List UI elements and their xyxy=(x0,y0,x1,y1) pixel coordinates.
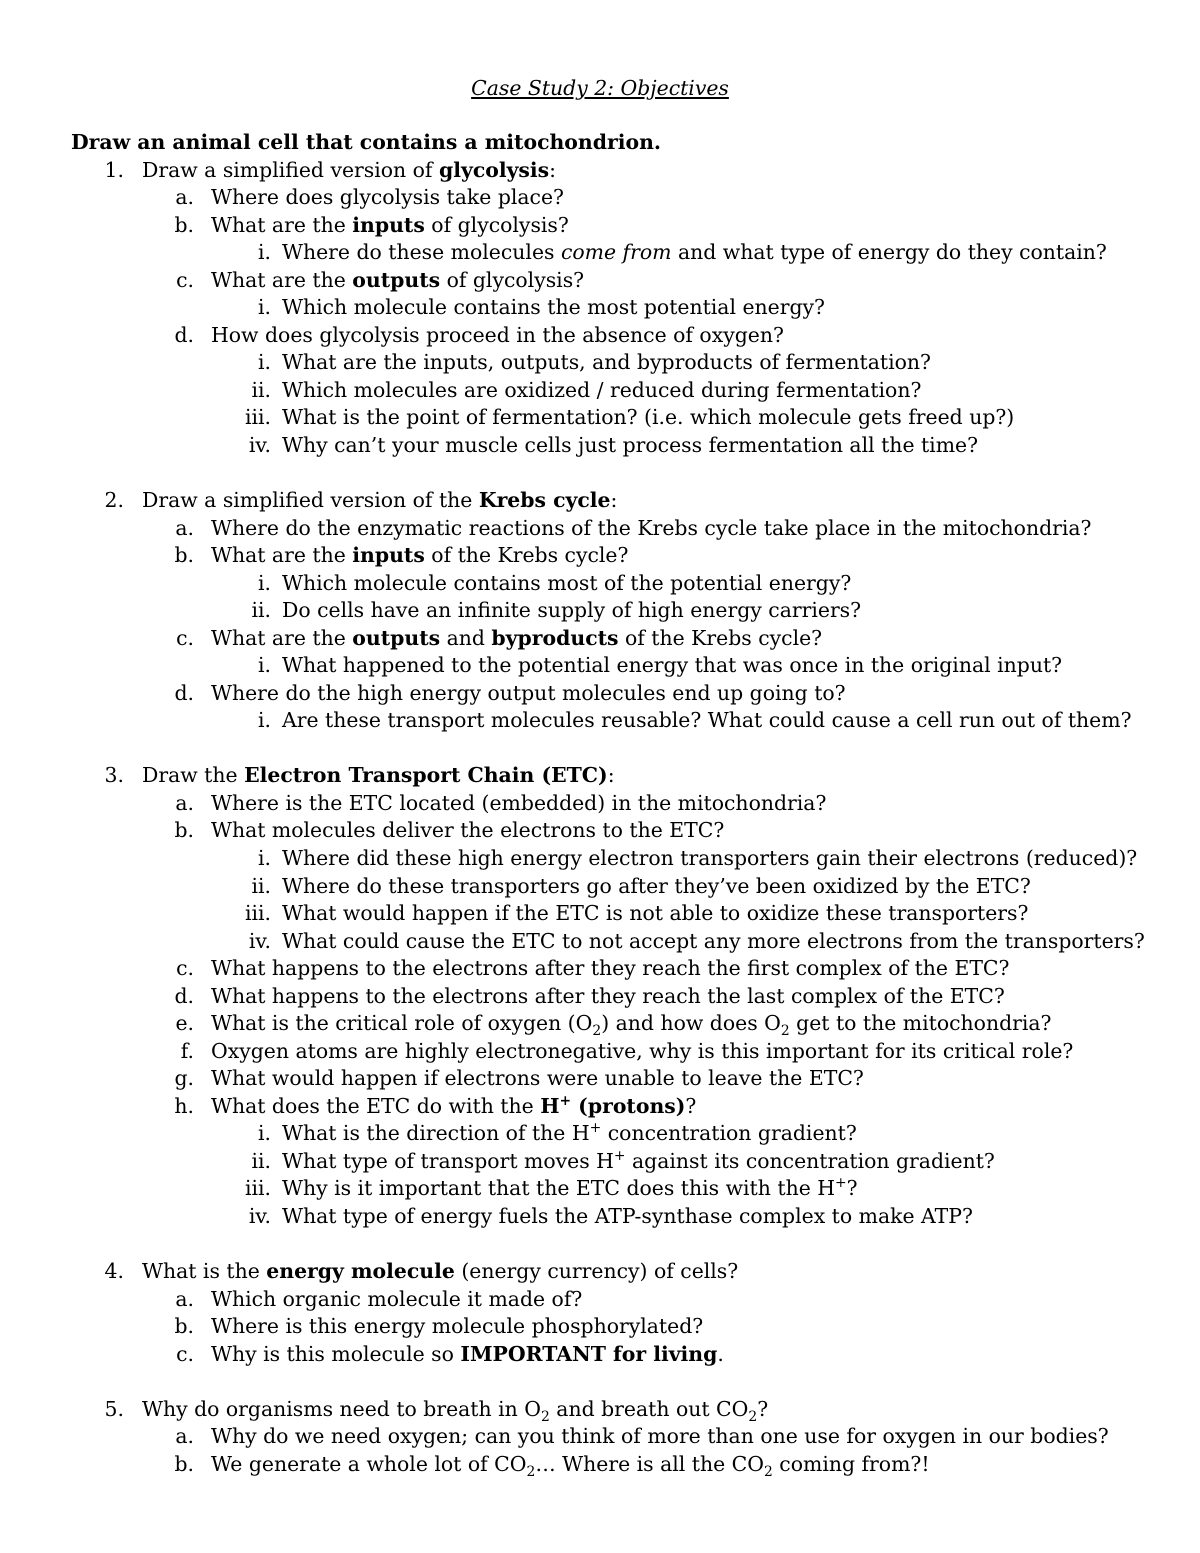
text-run: Where does glycolysis take place? xyxy=(211,185,564,209)
text-run: 2 xyxy=(780,1023,790,1040)
question-text xyxy=(282,293,825,321)
text-run: What molecules deliver the electrons to the ETC? xyxy=(211,818,725,842)
text-run: What could cause the ETC to not accept any more electrons from the transporters? xyxy=(282,929,1145,953)
text-run: Where did these high energy electron transporters gain their electrons (reduced)? xyxy=(282,846,1138,870)
text-run: coming from?! xyxy=(772,1452,930,1476)
text-run: What type of transport moves H xyxy=(282,1149,614,1173)
emphasis-term: inputs xyxy=(352,213,425,237)
list-marker: c. xyxy=(176,268,194,292)
text-run: Why do we need oxygen; can you think of more than one use for oxygen in our bodies? xyxy=(211,1424,1109,1448)
text-run: and what type of energy do they contain? xyxy=(671,240,1107,264)
text-run: How does glycolysis proceed in the absence of oxygen? xyxy=(211,323,784,347)
question-text xyxy=(282,431,978,459)
text-run: What is the critical role of oxygen (O xyxy=(211,1011,593,1035)
question-text xyxy=(142,486,617,514)
text-run: What would happen if the ETC is not able to oxidize these transporters? xyxy=(282,901,1029,925)
list-marker: i. xyxy=(257,350,271,374)
text-run: ) and how does O xyxy=(601,1011,781,1035)
question-text xyxy=(211,954,1009,982)
question-text xyxy=(282,651,1062,679)
text-run: : xyxy=(610,488,618,512)
text-run: What are the xyxy=(211,213,353,237)
text-run: What is the point of fermentation? (i.e. which molecule gets freed up?) xyxy=(282,405,1015,429)
text-run: What are the xyxy=(211,268,353,292)
list-marker: a. xyxy=(175,516,194,540)
list-marker: f. xyxy=(180,1039,194,1063)
question-text xyxy=(211,816,724,844)
list-marker: a. xyxy=(175,185,194,209)
question-text xyxy=(211,541,628,569)
list-marker: 4. xyxy=(104,1259,124,1283)
question-text xyxy=(142,761,615,789)
question-text xyxy=(282,1147,995,1175)
question-text xyxy=(211,679,846,707)
question-text xyxy=(282,238,1107,266)
text-run: and breath out CO xyxy=(549,1397,749,1421)
list-marker: iii. xyxy=(244,901,271,925)
text-run: 2 xyxy=(526,1464,536,1481)
question-text xyxy=(282,569,851,597)
text-run: + xyxy=(835,1175,847,1192)
list-marker: iii. xyxy=(244,1176,271,1200)
text-run: : xyxy=(607,763,615,787)
text-run: + xyxy=(589,1120,602,1137)
list-marker: 1. xyxy=(104,158,124,182)
text-run: Where do these molecules xyxy=(282,240,561,264)
question-text xyxy=(282,706,1132,734)
text-run: Are these transport molecules reusable? What could cause a cell run out of them? xyxy=(282,708,1132,732)
question-text xyxy=(211,321,784,349)
list-marker: b. xyxy=(174,213,194,237)
emphasis-term: + xyxy=(559,1093,572,1110)
question-text xyxy=(282,1202,973,1230)
text-run: Which molecule contains most of the potential energy? xyxy=(282,571,852,595)
text-run: : xyxy=(549,158,557,182)
question-text xyxy=(282,927,1145,955)
text-run: Draw a simplified version of the xyxy=(142,488,479,512)
question-text xyxy=(211,982,1005,1010)
text-run: Where is the ETC located (embedded) in the mitochondria? xyxy=(211,791,827,815)
text-run: What happened to the potential energy that was once in the original input? xyxy=(282,653,1063,677)
text-run: (energy currency) of cells? xyxy=(454,1259,739,1283)
question-text xyxy=(282,348,931,376)
text-run: … Where is all the CO xyxy=(535,1452,764,1476)
list-marker: d. xyxy=(174,984,194,1008)
list-marker: b. xyxy=(174,1314,194,1338)
text-run: of glycolysis? xyxy=(440,268,585,292)
list-marker: 3. xyxy=(104,763,124,787)
text-run: 2 xyxy=(748,1409,758,1426)
question-text xyxy=(142,1257,738,1285)
list-marker: i. xyxy=(257,708,271,732)
text-run: of glycolysis? xyxy=(424,213,569,237)
list-marker: c. xyxy=(176,1342,194,1366)
text-run: What is the direction of the H xyxy=(282,1121,590,1145)
text-run: ? xyxy=(757,1397,769,1421)
question-text xyxy=(282,376,921,404)
question-text xyxy=(211,211,569,239)
text-run: of the Krebs cycle? xyxy=(618,626,823,650)
text-run: Why can’t your muscle cells just process fermentation all the time? xyxy=(282,433,979,457)
text-run: Where do these transporters go after they’ve been oxidized by the ETC? xyxy=(282,874,1031,898)
text-run: What are the xyxy=(211,543,353,567)
text-run: 2 xyxy=(540,1409,550,1426)
text-run: Where is this energy molecule phosphorylated? xyxy=(211,1314,704,1338)
text-run: come from xyxy=(560,240,672,264)
list-marker: b. xyxy=(174,1452,194,1476)
text-run: concentration gradient? xyxy=(601,1121,857,1145)
text-run: Which molecule contains the most potential energy? xyxy=(282,295,825,319)
question-text xyxy=(282,872,1031,900)
text-run: What does the ETC do with the xyxy=(211,1094,541,1118)
list-marker: d. xyxy=(174,681,194,705)
question-text xyxy=(211,1009,1052,1040)
list-marker: 2. xyxy=(104,488,124,512)
list-marker: a. xyxy=(175,1424,194,1448)
question-text xyxy=(282,1119,857,1147)
text-run: 2 xyxy=(763,1464,773,1481)
list-marker: ii. xyxy=(251,874,271,898)
list-marker: d. xyxy=(174,323,194,347)
emphasis-term: Krebs cycle xyxy=(478,488,611,512)
list-marker: ii. xyxy=(251,598,271,622)
question-text xyxy=(142,156,556,184)
question-text xyxy=(211,1092,696,1120)
question-text xyxy=(211,1312,703,1340)
text-run: Do cells have an infinite supply of high energy carriers? xyxy=(282,598,862,622)
list-marker: a. xyxy=(175,791,194,815)
list-marker: i. xyxy=(257,295,271,319)
text-run: What are the inputs, outputs, and byproducts of fermentation? xyxy=(282,350,931,374)
list-marker: i. xyxy=(257,571,271,595)
question-text xyxy=(211,183,564,211)
emphasis-term: IMPORTANT for living xyxy=(460,1342,718,1366)
list-marker: i. xyxy=(257,1121,271,1145)
text-run: ? xyxy=(846,1176,858,1200)
text-run: We generate a whole lot of CO xyxy=(211,1452,527,1476)
list-marker: iii. xyxy=(244,405,271,429)
text-run: against its concentration gradient? xyxy=(625,1149,995,1173)
text-run: What are the xyxy=(211,626,353,650)
list-marker: iv. xyxy=(248,433,271,457)
list-marker: a. xyxy=(175,1287,194,1311)
text-run: Where do the high energy output molecules end up going to? xyxy=(211,681,846,705)
list-marker: iv. xyxy=(248,1204,271,1228)
emphasis-term: outputs xyxy=(352,268,441,292)
question-text xyxy=(211,1285,582,1313)
text-run: Which organic molecule it made of? xyxy=(211,1287,583,1311)
text-run: 2 xyxy=(592,1023,602,1040)
question-text xyxy=(282,1174,858,1202)
text-run: Draw a simplified version of xyxy=(142,158,439,182)
text-run: + xyxy=(613,1148,626,1165)
list-marker: i. xyxy=(257,653,271,677)
question-text xyxy=(211,1064,864,1092)
document-title: Case Study 2: Objectives xyxy=(471,76,729,100)
list-marker: i. xyxy=(257,240,271,264)
question-text xyxy=(211,1340,724,1368)
text-run: Which molecules are oxidized / reduced during fermentation? xyxy=(282,378,922,402)
text-run: and xyxy=(440,626,492,650)
intro-instruction: Draw an animal cell that contains a mitochondrion. xyxy=(71,130,662,154)
text-run: Why do organisms need to breath in O xyxy=(142,1397,541,1421)
list-marker: iv. xyxy=(248,929,271,953)
text-run: Why is this molecule so xyxy=(211,1342,461,1366)
question-text xyxy=(282,899,1028,927)
list-marker: ii. xyxy=(251,1149,271,1173)
emphasis-term: outputs xyxy=(352,626,441,650)
question-text xyxy=(211,266,584,294)
text-run: . xyxy=(717,1342,724,1366)
question-text xyxy=(211,624,822,652)
list-marker: c. xyxy=(176,956,194,980)
text-run: What happens to the electrons after they reach the last complex of the ETC? xyxy=(211,984,1005,1008)
question-text xyxy=(282,596,861,624)
question-text xyxy=(142,1395,769,1426)
question-text xyxy=(282,844,1137,872)
list-marker: b. xyxy=(174,818,194,842)
text-run: What happens to the electrons after they reach the first complex of the ETC? xyxy=(211,956,1010,980)
question-text xyxy=(211,514,1092,542)
question-text xyxy=(211,1422,1109,1450)
list-marker: g. xyxy=(174,1066,194,1090)
list-marker: 5. xyxy=(104,1397,124,1421)
text-run: What is the xyxy=(142,1259,267,1283)
text-run: Where do the enzymatic reactions of the Krebs cycle take place in the mitochondria? xyxy=(211,516,1092,540)
question-text xyxy=(282,403,1014,431)
text-run: Draw the xyxy=(142,763,245,787)
question-text xyxy=(211,1037,1073,1065)
question-text xyxy=(211,789,826,817)
text-run: Oxygen atoms are highly electronegative, why is this important for its critical role? xyxy=(211,1039,1074,1063)
list-marker: c. xyxy=(176,626,194,650)
text-run: Why is it important that the ETC does this with the H xyxy=(282,1176,836,1200)
emphasis-term: Electron Transport Chain (ETC) xyxy=(244,763,608,787)
list-marker: h. xyxy=(174,1094,194,1118)
emphasis-term: glycolysis xyxy=(438,158,550,182)
text-run: What type of energy fuels the ATP-synthase complex to make ATP? xyxy=(282,1204,973,1228)
text-run: get to the mitochondria? xyxy=(789,1011,1052,1035)
question-text xyxy=(211,1450,930,1481)
list-marker: b. xyxy=(174,543,194,567)
emphasis-term: H xyxy=(540,1094,560,1118)
emphasis-term: inputs xyxy=(352,543,425,567)
list-marker: ii. xyxy=(251,378,271,402)
text-run: What would happen if electrons were unable to leave the ETC? xyxy=(211,1066,864,1090)
emphasis-term: byproducts xyxy=(491,626,619,650)
text-run: of the Krebs cycle? xyxy=(424,543,629,567)
emphasis-term: (protons) xyxy=(571,1094,686,1118)
emphasis-term: energy molecule xyxy=(266,1259,455,1283)
list-marker: i. xyxy=(257,846,271,870)
text-run: ? xyxy=(685,1094,697,1118)
list-marker: e. xyxy=(175,1011,194,1035)
